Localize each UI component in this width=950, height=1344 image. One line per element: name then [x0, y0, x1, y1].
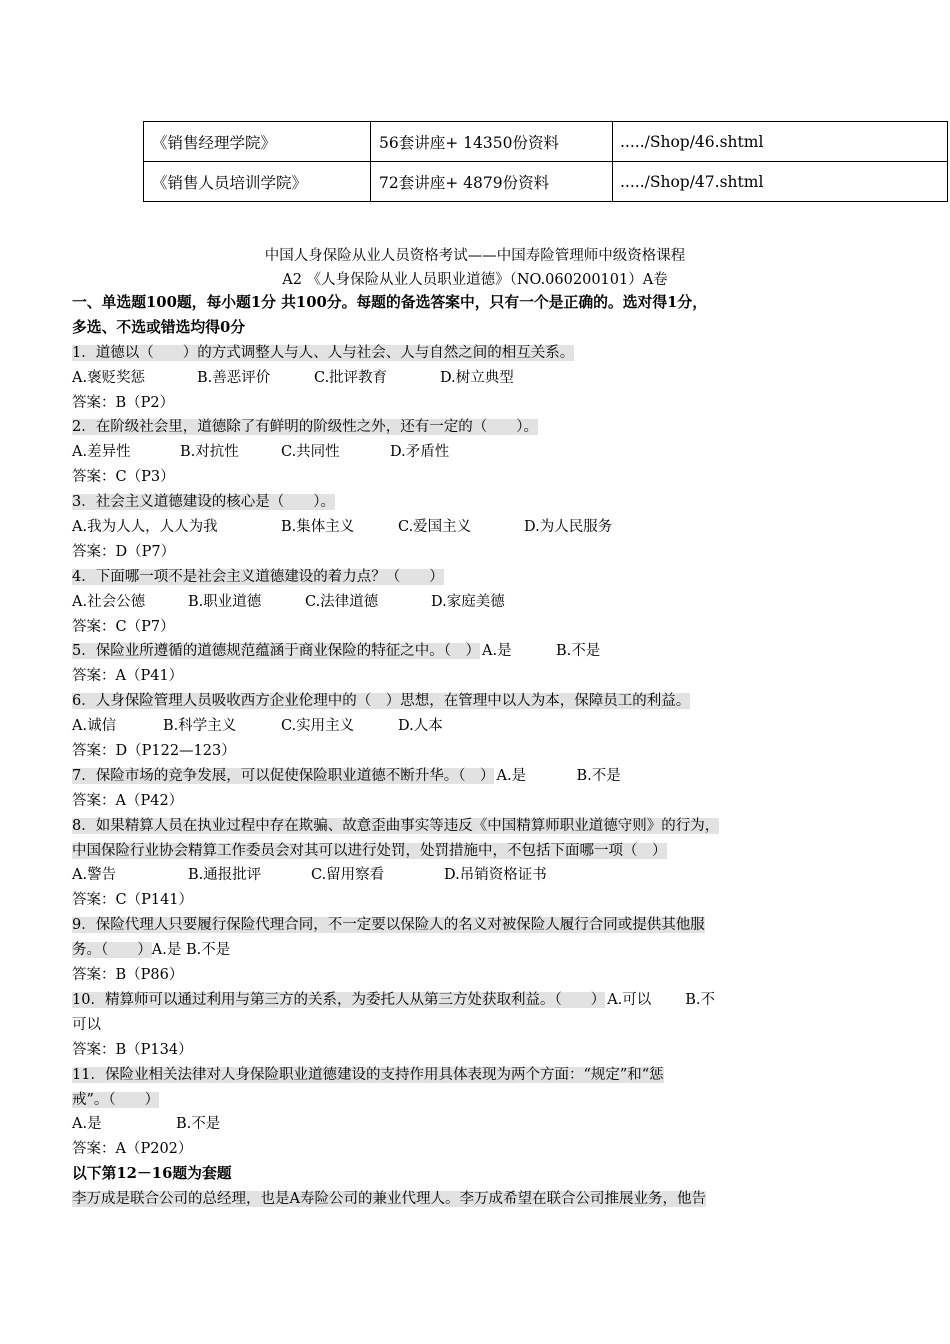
- set-heading: 以下第12－16题为套题: [72, 1165, 232, 1183]
- option: D.家庭美德: [431, 593, 505, 610]
- option: B.不是: [576, 767, 621, 784]
- question-stem: 戒”。（ ）: [72, 1091, 160, 1108]
- question-list: [72, 291, 942, 1212]
- section-heading: 一、单选题100题，每小题1分 共100分。每题的备选答案中，只有一个是正确的。选对得1分，: [72, 294, 708, 311]
- option: B.通报批评: [188, 867, 262, 884]
- option: B.善恶评价: [197, 369, 271, 386]
- course-table: [143, 121, 948, 202]
- exam-subtitle: A2 《人身保险从业人员职业道德》（NO.060200101）A卷: [282, 272, 668, 288]
- option: D.为人民服务: [524, 519, 613, 536]
- table-cell: 56套讲座+ 14350份资料: [371, 122, 613, 162]
- table-cell: ...../Shop/46.shtml: [613, 122, 948, 162]
- question-stem: 4．下面哪一项不是社会主义道德建设的着力点？（ ）: [72, 568, 444, 585]
- answer: 答案：A（P41）: [72, 668, 184, 685]
- table-cell: 《销售人员培训学院》: [144, 162, 371, 202]
- option: C.爱国主义: [398, 519, 472, 536]
- answer: 答案：B（P134）: [72, 1041, 193, 1058]
- answer: 答案：D（P122—123）: [72, 743, 236, 760]
- answer: 答案：C（P3）: [72, 469, 175, 486]
- question-options: [72, 366, 942, 391]
- answer: 答案：D（P7）: [72, 543, 176, 560]
- passage-text: 李万成是联合公司的总经理，也是A寿险公司的兼业代理人。李万成希望在联合公司推展业务，他告: [72, 1191, 706, 1208]
- table-row: [144, 122, 948, 162]
- question-stem: 5．保险业所遵循的道德规范蕴涵于商业保险的特征之中。（ ）: [72, 643, 480, 660]
- option: A.褒贬奖惩: [72, 369, 146, 386]
- option: D.人本: [398, 718, 443, 735]
- section-heading: 多选、不选或错选均得0分: [72, 318, 246, 336]
- option: B.不是: [176, 1116, 221, 1133]
- question-stem: 9．保险代理人只要履行保险代理合同，不一定要以保险人的名义对被保险人履行合同或提供其他服: [72, 917, 705, 934]
- answer: 答案：C（P141）: [72, 892, 194, 909]
- question-stem: 7．保险市场的竞争发展，可以促使保险职业道德不断升华。（ ）: [72, 767, 495, 784]
- question-options: [72, 440, 942, 465]
- option: D.吊销资格证书: [444, 867, 547, 884]
- answer: 答案：B（P86）: [72, 967, 184, 984]
- question-stem: 3．社会主义道德建设的核心是（ ）。: [72, 494, 335, 511]
- option: A.警告: [72, 867, 117, 884]
- option: A.可以: [607, 991, 652, 1008]
- option: C.法律道德: [305, 593, 379, 610]
- table-cell: 72套讲座+ 4879份资料: [371, 162, 613, 202]
- option: A.社会公德: [72, 593, 146, 610]
- option-continuation: 可以: [72, 1016, 101, 1033]
- question-stem: 务。（ ）: [72, 942, 152, 959]
- option: C.留用察看: [311, 867, 385, 884]
- option: B.不是: [555, 643, 601, 660]
- option: B.对抗性: [180, 444, 239, 461]
- table-row: [144, 162, 948, 202]
- question-stem: 8．如果精算人员在执业过程中存在欺骗、故意歪曲事实等违反《中国精算师职业道德守则》的行为，: [72, 817, 720, 834]
- option: C.共同性: [281, 444, 340, 461]
- option: B.科学主义: [163, 718, 237, 735]
- answer: 答案：B（P2）: [72, 394, 175, 411]
- question-options: [72, 515, 942, 540]
- answer: 答案：C（P7）: [72, 618, 175, 635]
- option: B.职业道德: [188, 593, 262, 610]
- question-stem: 2．在阶级社会里，道德除了有鲜明的阶级性之外，还有一定的（ ）。: [72, 419, 538, 436]
- option: A.诚信: [72, 718, 117, 735]
- question-options: [72, 590, 942, 615]
- option: B.不: [685, 991, 715, 1008]
- option: B.集体主义: [281, 519, 355, 536]
- option: A.差异性: [72, 444, 131, 461]
- table-cell: ...../Shop/47.shtml: [613, 162, 948, 202]
- answer: 答案：A（P202）: [72, 1141, 193, 1158]
- exam-title: 中国人身保险从业人员资格考试——中国寿险管理师中级资格课程: [264, 248, 686, 264]
- question-stem: 6．人身保险管理人员吸收西方企业伦理中的（ ）思想，在管理中以人为本，保障员工的利益。: [72, 693, 691, 710]
- question-options: [72, 863, 942, 888]
- option: A.是: [496, 767, 527, 784]
- question-options: [72, 1112, 942, 1137]
- question-options: A.是 B.不是: [151, 942, 231, 959]
- question-stem: 11．保险业相关法律对人身保险职业道德建设的支持作用具体表现为两个方面：“规定”和“惩: [72, 1066, 664, 1083]
- question-options: [72, 714, 942, 739]
- option: C.批评教育: [314, 369, 388, 386]
- question-stem: 1．道德以（ ）的方式调整人与人、人与社会、人与自然之间的相互关系。: [72, 344, 575, 361]
- table-cell: 《销售经理学院》: [144, 122, 371, 162]
- option: A.我为人人，人人为我: [72, 519, 218, 536]
- answer: 答案：A（P42）: [72, 792, 184, 809]
- question-stem: 中国保险行业协会精算工作委员会对其可以进行处罚，处罚措施中，不包括下面哪一项（ ）: [72, 842, 667, 859]
- option: A.是: [481, 643, 512, 660]
- option: D.树立典型: [440, 369, 514, 386]
- option: D.矛盾性: [390, 444, 450, 461]
- option: A.是: [72, 1116, 102, 1133]
- question-stem: 10．精算师可以通过利用与第三方的关系，为委托人从第三方处获取利益。（ ）: [72, 991, 606, 1008]
- option: C.实用主义: [281, 718, 355, 735]
